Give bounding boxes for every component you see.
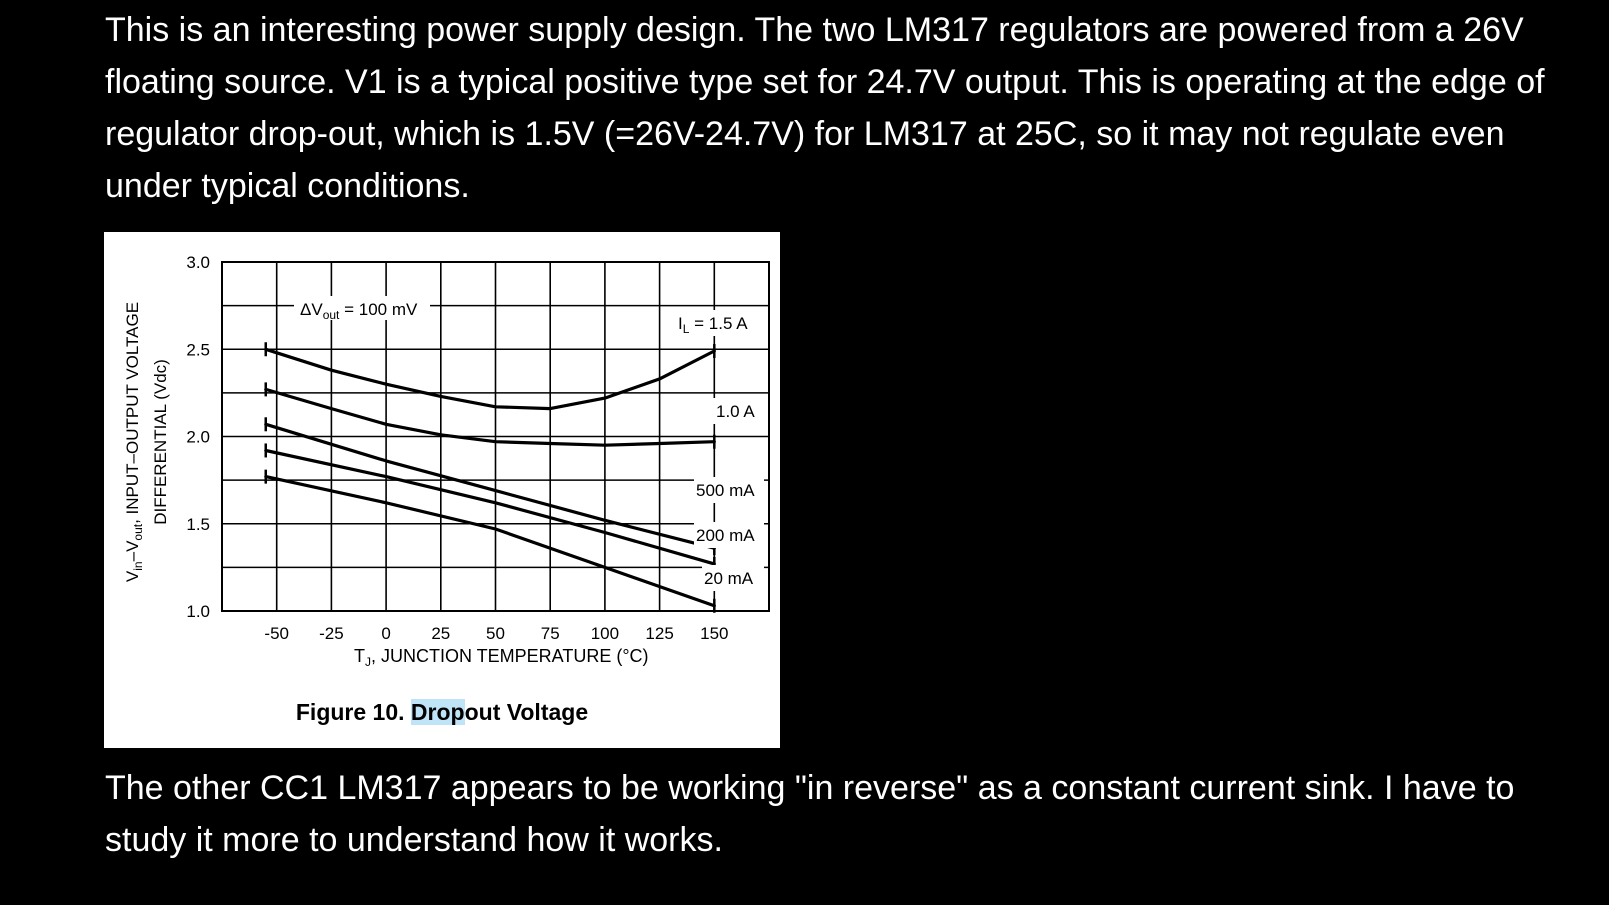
x-tick-labels	[264, 624, 728, 643]
x-axis-label: $T_J$, JUNCTION TEMPERATURE (°C)	[354, 646, 649, 669]
series-line-0	[266, 349, 715, 408]
y-tick-label: 2.5	[186, 340, 210, 360]
y-tick-label: 1.5	[186, 514, 210, 534]
x-tick-label: 100	[590, 624, 620, 643]
series-label-1-5a: $I_L = 1.5$ A	[678, 314, 748, 336]
y-tick-label: 3.0	[186, 253, 210, 272]
chart-series	[266, 342, 715, 613]
y-tick-label: 1.0	[186, 602, 210, 621]
dropout-voltage-figure	[104, 232, 780, 748]
series-label-200ma: 200 mA	[696, 526, 755, 545]
figure-caption: Figure 10. Dropout Voltage	[295, 699, 589, 725]
x-tick-label: 150	[700, 624, 729, 643]
svg-text:ΔVout = 100 mV: $\Delta V_{out} = 100$ mV	[300, 300, 418, 322]
x-tick-label: -25	[319, 624, 344, 643]
dropout-voltage-chart	[104, 232, 780, 748]
series-line-4	[266, 477, 715, 606]
y-axis-label	[123, 302, 170, 582]
x-tick-label: 0	[381, 624, 391, 643]
paragraph-1: This is an interesting power supply design. The two LM317 regulators are powered from a 26V floating source. V1 is a typical positive type set for 24.7V output. This is operating at the edge of regulator drop-out, which is 1.5V (=26V-24.7V) for LM317 at 25C, so it may not regulate even under typical conditions.	[105, 11, 1545, 205]
y-tick-label: 2.0	[186, 427, 210, 447]
svg-text:DIFFERENTIAL (Vdc): DIFFERENTIAL (Vdc)	[151, 359, 170, 525]
series-label-20ma: 20 mA	[704, 569, 754, 588]
paragraph-2: The other CC1 LM317 appears to be working "in reverse" as a constant current sink. I have to study it more to understand how it works.	[105, 769, 1515, 859]
x-tick-label: 50	[486, 624, 505, 643]
search-highlight: Drop	[410, 699, 465, 725]
x-tick-label: 125	[645, 624, 674, 643]
x-tick-label: 75	[540, 624, 560, 643]
series-labels	[672, 310, 764, 591]
svg-text:Vin–Vout, INPUT–OUTPUT VOLTAGE: $V_{in}-V_{out}$, INPUT–OUTPUT VOLTAGE	[123, 301, 145, 583]
x-tick-label: -50	[264, 624, 289, 643]
series-line-3	[266, 451, 715, 564]
series-label-1-0a: 1.0 A	[716, 402, 755, 421]
series-label-500ma: 500 mA	[696, 481, 755, 500]
x-tick-label: 25	[431, 624, 451, 643]
delta-vout-annotation	[294, 296, 430, 322]
y-tick-labels	[186, 253, 210, 621]
